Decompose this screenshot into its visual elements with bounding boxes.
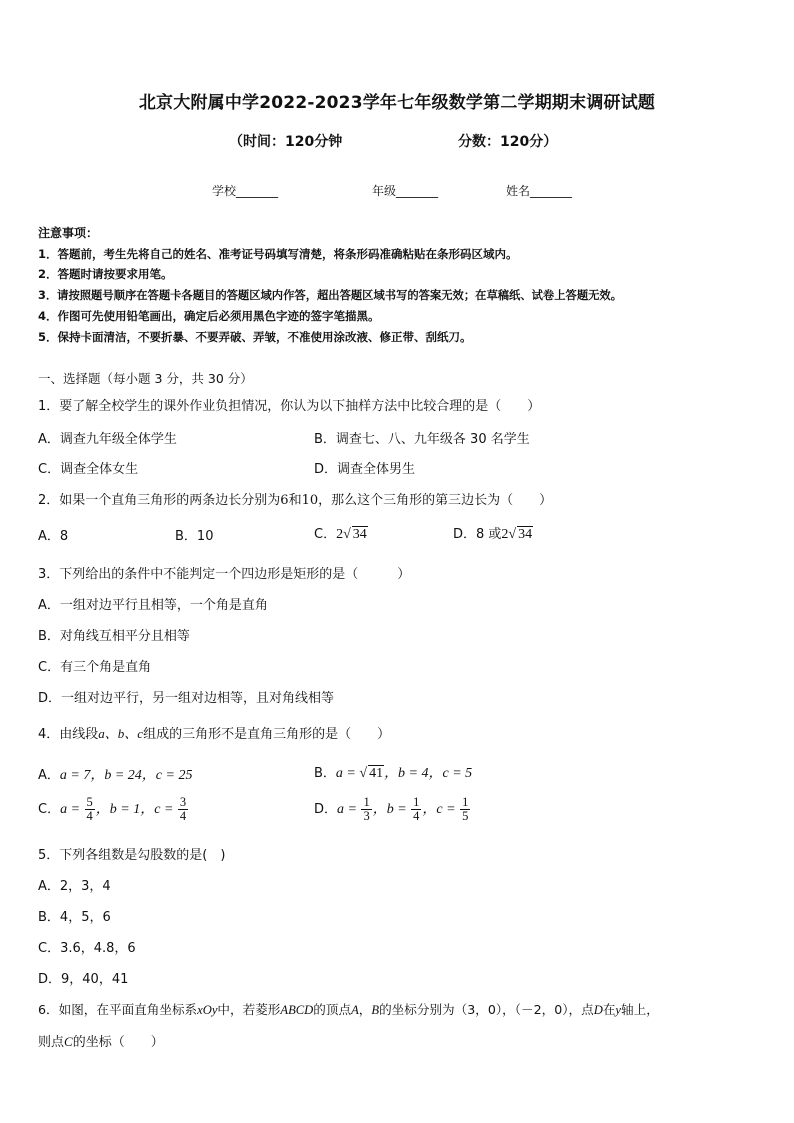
name-field[interactable]: 姓名_______ — [506, 184, 573, 198]
denominator: 3 — [363, 809, 370, 824]
exam-title: 北京大附属中学2022-2023学年七年级数学第二学期期末调研试题 — [138, 93, 656, 113]
q4-option-c[interactable] — [38, 796, 189, 823]
q4-d-a: a = — [337, 802, 361, 818]
q4-stem-b: 组成的三角形不是直角三角形的是（ ） — [143, 727, 391, 742]
notice-item-2: 2．答题时请按要求用笔。 — [38, 267, 173, 281]
q2-c-label: C． — [314, 527, 337, 542]
q1-option-c[interactable]: C．调查全体女生 — [38, 462, 139, 477]
q4-b-label: B． — [314, 766, 336, 781]
q5-option-c[interactable]: C．3.6，4.8，6 — [38, 941, 136, 956]
q2-d-label: D．8 或 — [453, 527, 502, 542]
q2-n1: 6 — [280, 493, 289, 508]
notice-item-3: 3．请按照题号顺序在答题卡各题目的答题区域内作答，超出答题区域书写的答案无效；在草稿纸、试卷上答题无效。 — [38, 289, 623, 302]
q6-abcd: ABCD — [280, 1003, 314, 1017]
denominator: 4 — [86, 809, 93, 824]
q6-l2-a: 则点 — [38, 1035, 65, 1050]
q4-d-c: ，c = — [422, 802, 460, 818]
q4-d-label: D． — [314, 802, 338, 818]
q2-option-a[interactable]: A．8 — [38, 529, 69, 544]
q4-option-b[interactable] — [314, 762, 472, 782]
q6-point-b: B — [371, 1003, 380, 1017]
question-4-stem — [38, 723, 390, 742]
q4-a-label: A． — [38, 768, 60, 783]
q6-l1-e: 在 — [602, 1002, 616, 1017]
q3-option-b[interactable]: B．对角线互相平分且相等 — [38, 629, 190, 644]
q3-option-a[interactable]: A．一组对边平行且相等，一个角是直角 — [38, 598, 268, 613]
question-5-stem: 5．下列各组数是勾股数的是( ) — [38, 848, 226, 863]
notice-heading: 注意事项： — [38, 226, 99, 240]
numerator: 5 — [86, 795, 93, 809]
q3-option-d[interactable]: D．一组对边平行，另一组对边相等，且对角线相等 — [38, 691, 335, 706]
notice-item-5: 5．保持卡面清洁，不要折暴、不要弄破、弄皱，不准使用涂改液、修正带、刮纸刀。 — [38, 330, 472, 344]
q4-b-a: a = — [335, 766, 360, 781]
denominator: 4 — [179, 809, 187, 824]
q4-c-a: a = — [60, 802, 84, 818]
q5-option-d[interactable]: D．9，40，41 — [38, 972, 129, 987]
fraction — [411, 796, 421, 823]
fraction — [361, 796, 371, 823]
q5-option-a[interactable]: A．2，3，4 — [38, 879, 111, 894]
q6-y: y — [615, 1003, 622, 1017]
fraction — [85, 796, 95, 823]
fraction — [460, 796, 470, 823]
grade-field[interactable]: 年级_______ — [372, 184, 439, 198]
q4-c-label: C． — [38, 802, 61, 818]
question-1-stem: 1．要了解全校学生的课外作业负担情况，你认为以下抽样方法中比较合理的是（ ） — [38, 399, 541, 414]
q4-c-b: ，b = 1，c = — [95, 802, 177, 818]
q1-option-b[interactable]: B．调查七、八、九年级各 30 名学生 — [314, 432, 530, 447]
q2-option-d[interactable] — [453, 523, 533, 543]
q6-point-a: A — [351, 1003, 359, 1017]
denominator: 5 — [462, 809, 469, 824]
sqrt-symbol: √ — [508, 527, 517, 542]
q6-l1-c: 的顶点 — [313, 1002, 352, 1017]
question-3-stem: 3．下列给出的条件中不能判定一个四边形是矩形的是（ ） — [38, 567, 411, 582]
sqrt-symbol: √ — [359, 766, 368, 781]
q6-l1-b: 中，若菱形 — [217, 1002, 281, 1017]
q2-and: 和 — [288, 493, 302, 508]
q6-l1-f: 轴上， — [621, 1002, 659, 1017]
q4-vars: a、b、c — [98, 726, 144, 741]
q2-n2: 10 — [301, 493, 319, 508]
numerator: 3 — [179, 795, 187, 809]
q2-option-c[interactable] — [314, 523, 368, 543]
fraction — [178, 796, 188, 823]
school-field[interactable]: 学校_______ — [212, 184, 279, 198]
exam-time: （时间：120分钟 — [229, 134, 343, 150]
section-heading: 一、选择题（每小题 3 分，共 30 分） — [38, 371, 253, 386]
exam-score: 分数：120分） — [458, 134, 558, 150]
q3-option-c[interactable]: C．有三个角是直角 — [38, 660, 152, 675]
q4-option-d[interactable] — [314, 796, 471, 823]
q6-comma: ， — [358, 1002, 372, 1017]
q5-option-b[interactable]: B．4，5，6 — [38, 910, 111, 925]
question-2-stem — [38, 489, 552, 508]
q6-point-c: C — [64, 1034, 73, 1049]
q4-d-b: ，b = — [372, 802, 411, 818]
q6-point-d: D — [593, 1003, 603, 1017]
sqrt-symbol: √ — [343, 527, 351, 542]
question-6-line1 — [38, 999, 659, 1018]
q2-stem-a: 2．如果一个直角三角形的两条边长分别为 — [38, 493, 281, 508]
q2-stem-b: ，那么这个三角形的第三边长为（ ） — [318, 493, 553, 508]
q6-l1-d: 的坐标分别为（3，0），（－2，0），点 — [379, 1002, 594, 1017]
q6-l1-a: 6．如图，在平面直角坐标系 — [38, 1002, 198, 1017]
q2-option-b[interactable]: B．10 — [175, 529, 214, 544]
q4-b-radicand: 41 — [369, 766, 384, 781]
numerator: 1 — [462, 795, 469, 809]
q2-c-coef: 2 — [336, 527, 344, 542]
numerator: 1 — [363, 795, 370, 809]
question-6-line2 — [38, 1031, 164, 1050]
q1-option-d[interactable]: D．调查全体男生 — [314, 462, 416, 477]
notice-item-1: 1．答题前，考生先将自己的姓名、准考证号码填写清楚，将条形码准确粘贴在条形码区域内。 — [38, 247, 518, 261]
q1-option-a[interactable]: A．调查九年级全体学生 — [38, 432, 177, 447]
q4-b-rest: ，b = 4，c = 5 — [384, 766, 473, 781]
q6-xoy: xOy — [197, 1003, 218, 1017]
q4-stem-a: 4．由线段 — [38, 727, 99, 742]
q2-c-radicand: 34 — [352, 527, 367, 542]
q4-a-expr: a = 7，b = 24，c = 25 — [59, 768, 193, 783]
notice-item-4: 4．作图可先使用铅笔画出，确定后必须用黑色字迹的签字笔描黑。 — [38, 309, 380, 323]
q6-l2-b: 的坐标（ ） — [72, 1035, 164, 1050]
q2-d-coef: 2 — [501, 527, 509, 542]
q2-d-radicand: 34 — [518, 527, 533, 542]
numerator: 1 — [413, 795, 420, 809]
denominator: 4 — [413, 809, 420, 824]
q4-option-a[interactable] — [38, 764, 192, 784]
